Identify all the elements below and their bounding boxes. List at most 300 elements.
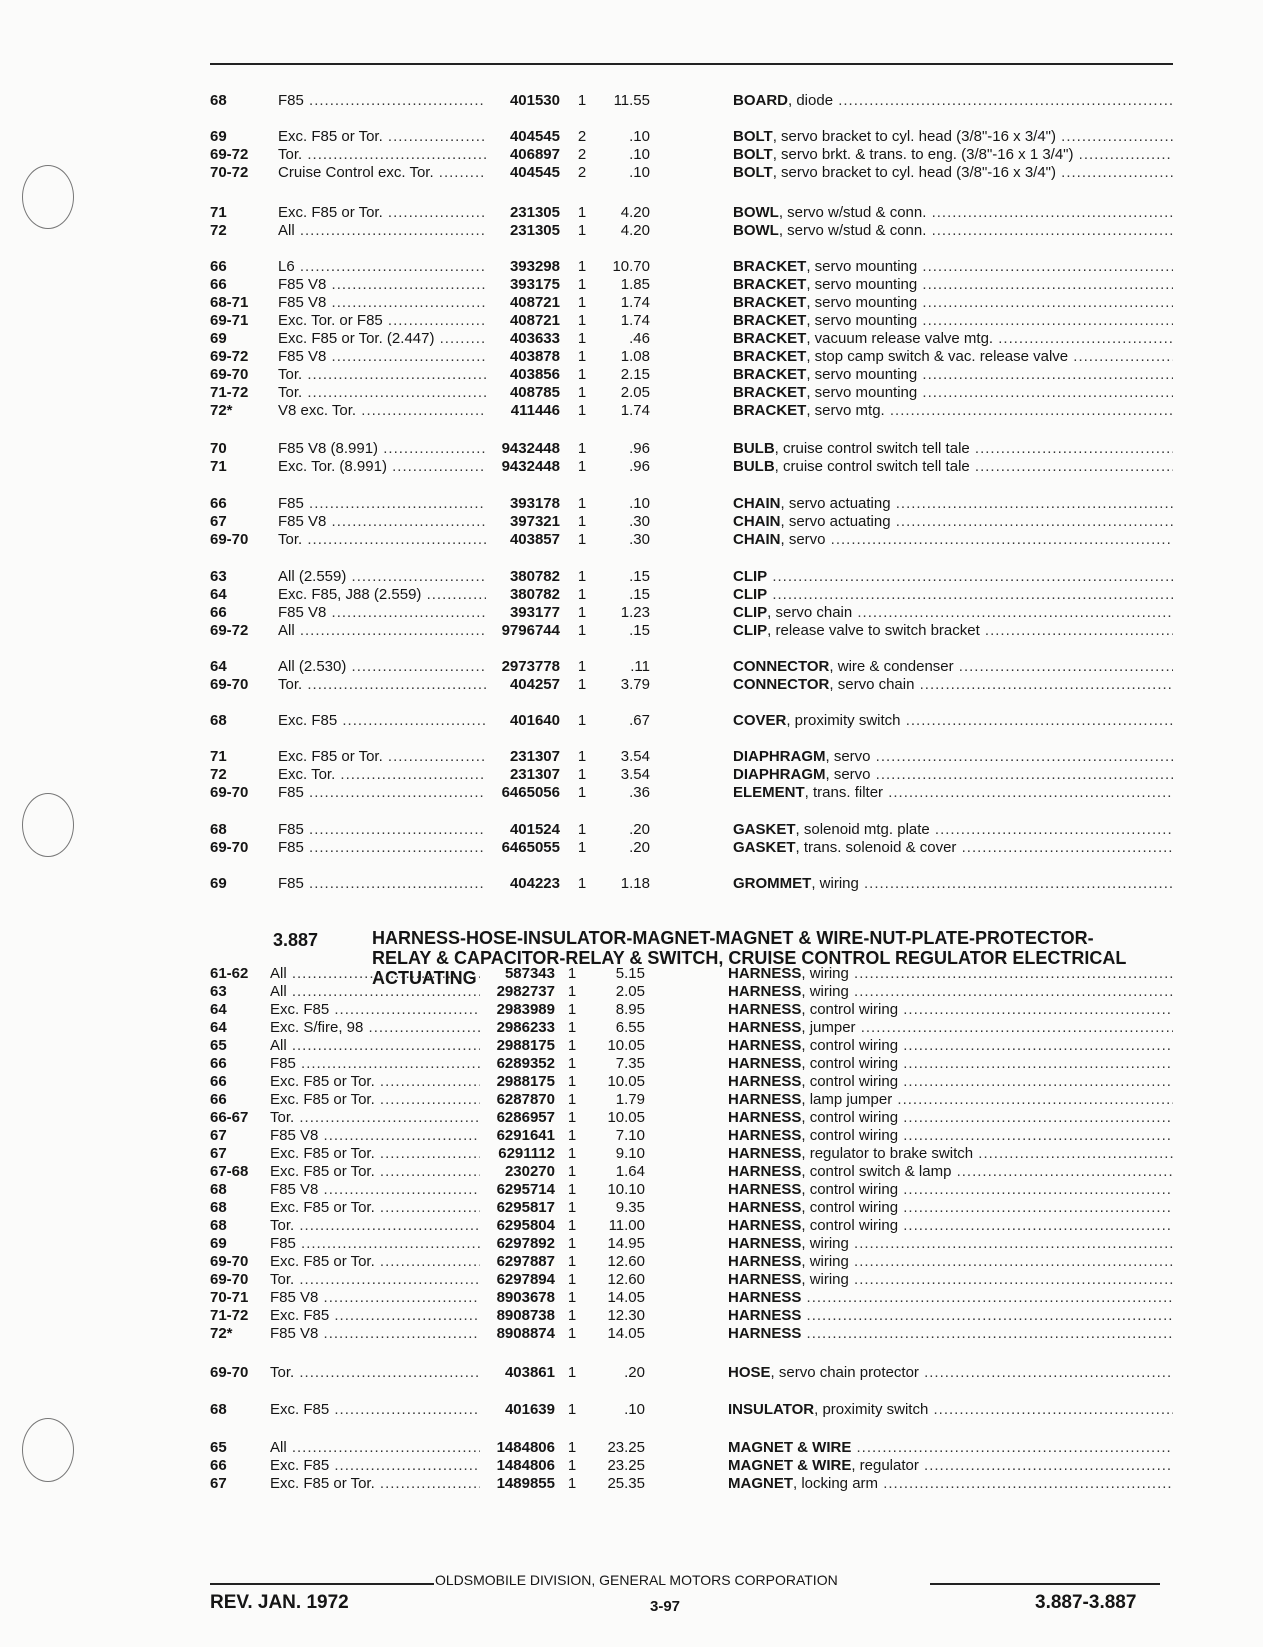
part-row <box>210 1037 1175 1055</box>
part-detail: , trans. solenoid & cover <box>795 839 957 856</box>
part-detail: , servo <box>825 748 871 765</box>
part-name-cell <box>728 1055 1173 1073</box>
part-name-cell <box>733 312 1173 330</box>
part-name: HARNESS <box>728 1307 802 1324</box>
part-row <box>210 495 1175 513</box>
part-number-cell: 2988175 <box>496 1073 555 1090</box>
part-row <box>210 586 1175 604</box>
part-number-cell: 2988175 <box>496 1037 555 1054</box>
part-detail: , servo brkt. & trans. to eng. (3/8"-16 x 1 3/4") <box>772 146 1074 163</box>
part-name-cell <box>728 1439 1173 1457</box>
part-name-cell <box>728 1235 1173 1253</box>
year-cell: 67 <box>210 1475 227 1492</box>
price-cell: 6.55 <box>615 1019 645 1036</box>
price-cell: 10.70 <box>612 258 650 275</box>
part-detail: , regulator to brake switch <box>801 1145 974 1162</box>
year-cell: 64 <box>210 658 227 675</box>
part-number-cell: 380782 <box>509 586 560 603</box>
year-cell: 69-70 <box>210 839 249 856</box>
part-name: BOLT <box>733 146 773 163</box>
quantity-cell: 1 <box>577 839 587 856</box>
part-detail: , lamp jumper <box>801 1091 893 1108</box>
part-name-cell <box>728 1289 1173 1307</box>
price-cell: .46 <box>629 330 650 347</box>
part-number-cell: 8908738 <box>496 1307 555 1324</box>
application-cell: Exc. F85 or Tor. ..... <box>270 1199 480 1217</box>
quantity-cell: 1 <box>567 1325 577 1342</box>
part-number-cell: 6291641 <box>496 1127 555 1144</box>
part-name-cell <box>733 222 1173 240</box>
year-cell: 68 <box>210 1199 227 1216</box>
part-name-cell <box>733 766 1173 784</box>
part-name: BOLT <box>733 128 773 145</box>
application-cell: Exc. F85 ..... <box>278 712 486 730</box>
part-detail: , wiring <box>801 1253 849 1270</box>
year-cell: 65 <box>210 1037 227 1054</box>
part-number-cell: 6289352 <box>496 1055 555 1072</box>
part-name-cell <box>728 1217 1173 1235</box>
application-cell: F85 V8 ..... <box>270 1289 480 1307</box>
part-detail: , control wiring <box>801 1001 899 1018</box>
application-cell: Exc. F85 ..... <box>270 1001 480 1019</box>
top-rule <box>210 63 1173 65</box>
part-number-cell: 9432448 <box>501 440 560 457</box>
part-name: ELEMENT <box>733 784 805 801</box>
part-name: CONNECTOR <box>733 676 830 693</box>
price-cell: 1.64 <box>615 1163 645 1180</box>
part-number-cell: 1484806 <box>496 1439 555 1456</box>
quantity-cell: 1 <box>577 366 587 383</box>
application-cell: Exc. F85 or Tor. ..... <box>270 1253 480 1271</box>
quantity-cell: 1 <box>577 766 587 783</box>
part-name: BOWL <box>733 222 779 239</box>
part-name-cell <box>728 1199 1173 1217</box>
application-cell: Exc. F85 or Tor. ..... <box>270 1145 480 1163</box>
price-cell: 2.05 <box>615 983 645 1000</box>
part-number-cell: 408721 <box>509 312 560 329</box>
part-name: CLIP <box>733 568 768 585</box>
part-detail: , servo chain <box>767 604 853 621</box>
part-number-cell: 404223 <box>509 875 560 892</box>
quantity-cell: 1 <box>577 513 587 530</box>
part-detail: , stop camp switch & vac. release valve <box>806 348 1069 365</box>
quantity-cell: 1 <box>567 983 577 1000</box>
revision-date: REV. JAN. 1972 <box>210 1592 349 1613</box>
price-cell: 12.60 <box>607 1253 645 1270</box>
quantity-cell: 1 <box>567 1289 577 1306</box>
part-name: CLIP <box>733 622 768 639</box>
quantity-cell: 1 <box>567 1364 577 1381</box>
year-cell: 69 <box>210 1235 227 1252</box>
part-name: CHAIN <box>733 513 781 530</box>
part-name: CHAIN <box>733 531 781 548</box>
part-number-cell: 403633 <box>509 330 560 347</box>
application-cell: F85 ..... <box>270 1055 480 1073</box>
application-cell: F85 V8 (8.991) ..... <box>278 440 486 458</box>
part-row <box>210 1289 1175 1307</box>
application-cell: Exc. F85 ..... <box>270 1457 480 1475</box>
part-detail: , servo mounting <box>806 312 918 329</box>
part-detail: , servo actuating <box>780 495 891 512</box>
part-row <box>210 312 1175 330</box>
part-name: BOLT <box>733 164 773 181</box>
price-cell: .67 <box>629 712 650 729</box>
part-name-cell <box>733 622 1173 640</box>
part-name: HARNESS <box>728 1163 802 1180</box>
price-cell: 14.95 <box>607 1235 645 1252</box>
part-row <box>210 821 1175 839</box>
footer-rule-right <box>930 1583 1160 1585</box>
year-cell: 69-71 <box>210 312 249 329</box>
quantity-cell: 1 <box>577 330 587 347</box>
year-cell: 71 <box>210 458 227 475</box>
part-number-cell: 404257 <box>509 676 560 693</box>
part-name: BRACKET <box>733 366 807 383</box>
part-row <box>210 1307 1175 1325</box>
part-row <box>210 1439 1175 1457</box>
part-number-cell: 6286957 <box>496 1109 555 1126</box>
part-name: HARNESS <box>728 965 802 982</box>
price-cell: 4.20 <box>620 204 650 221</box>
section-range: 3.887-3.887 <box>1035 1592 1137 1613</box>
application-cell: Tor. ..... <box>270 1271 480 1289</box>
part-name: CHAIN <box>733 495 781 512</box>
quantity-cell: 1 <box>577 294 587 311</box>
part-name: HARNESS <box>728 1037 802 1054</box>
year-cell: 69-70 <box>210 1364 249 1381</box>
part-name-cell <box>733 712 1173 730</box>
part-detail: , control wiring <box>801 1217 899 1234</box>
part-row <box>210 402 1175 420</box>
quantity-cell: 1 <box>577 276 587 293</box>
part-detail: , servo chain protector <box>770 1364 919 1381</box>
part-name: BRACKET <box>733 402 807 419</box>
part-detail: , wiring <box>801 983 849 1000</box>
part-name: BOWL <box>733 204 779 221</box>
part-name-cell <box>728 1019 1173 1037</box>
part-detail: , servo bracket to cyl. head (3/8"-16 x 3/4") <box>772 128 1056 145</box>
quantity-cell: 1 <box>577 312 587 329</box>
application-cell: Exc. F85 or Tor. ..... <box>270 1073 480 1091</box>
application-cell: Exc. F85 or Tor. ..... <box>270 1163 480 1181</box>
part-number-cell: 231307 <box>509 766 560 783</box>
part-detail: , servo mounting <box>806 294 918 311</box>
quantity-cell: 1 <box>577 258 587 275</box>
part-number-cell: 401524 <box>509 821 560 838</box>
year-cell: 67-68 <box>210 1163 249 1180</box>
quantity-cell: 1 <box>577 658 587 675</box>
year-cell: 69 <box>210 875 227 892</box>
footer-corporation: OLDSMOBILE DIVISION, GENERAL MOTORS CORPORATION <box>435 1572 838 1588</box>
year-cell: 69 <box>210 330 227 347</box>
price-cell: 1.85 <box>620 276 650 293</box>
price-cell: .15 <box>629 622 650 639</box>
quantity-cell: 1 <box>567 1401 577 1418</box>
quantity-cell: 1 <box>567 1037 577 1054</box>
part-row <box>210 164 1175 182</box>
year-cell: 72 <box>210 766 227 783</box>
part-number-cell: 408785 <box>509 384 560 401</box>
part-name-cell <box>733 458 1173 476</box>
part-detail: , wire & condenser <box>829 658 954 675</box>
part-number-cell: 1484806 <box>496 1457 555 1474</box>
part-number-cell: 404545 <box>509 164 560 181</box>
part-name: HARNESS <box>728 1289 802 1306</box>
part-detail: , wiring <box>811 875 859 892</box>
part-detail: , servo mounting <box>806 258 918 275</box>
part-number-cell: 8908874 <box>496 1325 555 1342</box>
part-row <box>210 513 1175 531</box>
part-row <box>210 604 1175 622</box>
quantity-cell: 1 <box>567 1145 577 1162</box>
part-name: HARNESS <box>728 1271 802 1288</box>
part-row <box>210 568 1175 586</box>
quantity-cell: 1 <box>567 1109 577 1126</box>
part-number-cell: 380782 <box>509 568 560 585</box>
part-row <box>210 384 1175 402</box>
price-cell: .20 <box>624 1364 645 1381</box>
quantity-cell: 1 <box>577 384 587 401</box>
price-cell: .30 <box>629 513 650 530</box>
part-name: BRACKET <box>733 294 807 311</box>
quantity-cell: 1 <box>577 568 587 585</box>
quantity-cell: 1 <box>567 1439 577 1456</box>
quantity-cell: 1 <box>577 712 587 729</box>
part-detail: , servo <box>825 766 871 783</box>
price-cell: .11 <box>630 658 650 675</box>
part-name: GASKET <box>733 821 796 838</box>
price-cell: 8.95 <box>615 1001 645 1018</box>
part-detail: , control switch & lamp <box>801 1163 952 1180</box>
application-cell: Exc. Tor. or F85 ..... <box>278 312 486 330</box>
application-cell: Tor. ..... <box>278 366 486 384</box>
part-name-cell <box>728 1325 1173 1343</box>
application-cell: All ..... <box>270 983 480 1001</box>
part-number-cell: 8903678 <box>496 1289 555 1306</box>
part-name: GASKET <box>733 839 796 856</box>
part-name-cell <box>733 348 1173 366</box>
part-detail: , locking arm <box>793 1475 879 1492</box>
quantity-cell: 1 <box>567 1091 577 1108</box>
footer-rule-left <box>210 1583 436 1585</box>
part-name-cell <box>733 513 1173 531</box>
part-number-cell: 231305 <box>509 204 560 221</box>
page-number: 3-97 <box>650 1598 681 1615</box>
part-detail: , wiring <box>801 1271 849 1288</box>
part-detail: , servo w/stud & conn. <box>778 204 927 221</box>
quantity-cell: 1 <box>577 622 587 639</box>
year-cell: 66 <box>210 276 227 293</box>
application-cell: Exc. F85 ..... <box>270 1307 480 1325</box>
application-cell: Tor. ..... <box>270 1109 480 1127</box>
year-cell: 64 <box>210 1001 227 1018</box>
part-detail: , servo mtg. <box>806 402 885 419</box>
year-cell: 67 <box>210 1127 227 1144</box>
part-number-cell: 6295804 <box>496 1217 555 1234</box>
part-name: COVER <box>733 712 787 729</box>
part-number-cell: 6295714 <box>496 1181 555 1198</box>
part-row <box>210 458 1175 476</box>
part-name-cell <box>733 128 1173 146</box>
year-cell: 69-70 <box>210 1253 249 1270</box>
part-number-cell: 411446 <box>510 402 560 419</box>
quantity-cell: 1 <box>567 1271 577 1288</box>
quantity-cell: 1 <box>577 402 587 419</box>
application-cell: F85 V8 ..... <box>278 604 486 622</box>
year-cell: 68 <box>210 92 227 109</box>
application-cell: Exc. F85 or Tor. ..... <box>278 128 486 146</box>
price-cell: 11.55 <box>613 92 650 109</box>
part-name: HARNESS <box>728 1019 802 1036</box>
part-number-cell: 6295817 <box>496 1199 555 1216</box>
price-cell: 1.23 <box>620 604 650 621</box>
application-cell: Exc. F85, J88 (2.559) ..... <box>278 586 486 604</box>
part-detail: , diode <box>788 92 834 109</box>
part-name-cell <box>728 1073 1173 1091</box>
part-name: HARNESS <box>728 1181 802 1198</box>
price-cell: 7.35 <box>615 1055 645 1072</box>
part-name-cell <box>733 784 1173 802</box>
price-cell: 1.74 <box>620 402 650 419</box>
quantity-cell: 1 <box>567 1475 577 1492</box>
part-name-cell <box>733 875 1173 893</box>
part-name-cell <box>728 1001 1173 1019</box>
part-name: HARNESS <box>728 1091 802 1108</box>
part-detail: , release valve to switch bracket <box>767 622 980 639</box>
part-name-cell <box>733 586 1173 604</box>
part-name-cell <box>728 1145 1173 1163</box>
price-cell: .36 <box>629 784 650 801</box>
part-number-cell: 6297894 <box>496 1271 555 1288</box>
part-name: HOSE <box>728 1364 771 1381</box>
price-cell: 23.25 <box>607 1439 645 1456</box>
quantity-cell: 1 <box>567 1253 577 1270</box>
price-cell: 1.74 <box>620 312 650 329</box>
part-number-cell: 403856 <box>509 366 560 383</box>
price-cell: 10.05 <box>607 1073 645 1090</box>
application-cell: Exc. Tor. ..... <box>278 766 486 784</box>
part-detail: , servo mounting <box>806 384 918 401</box>
part-name-cell <box>728 1253 1173 1271</box>
part-name: CLIP <box>733 586 768 603</box>
part-name-cell <box>728 1475 1173 1493</box>
part-row <box>210 712 1175 730</box>
part-name-cell <box>733 658 1173 676</box>
part-row <box>210 1091 1175 1109</box>
year-cell: 71-72 <box>210 384 249 401</box>
part-name: MAGNET <box>728 1475 793 1492</box>
part-name-cell <box>733 748 1173 766</box>
part-name-cell <box>733 92 1173 110</box>
part-number-cell: 230270 <box>504 1163 555 1180</box>
part-detail: , control wiring <box>801 1181 899 1198</box>
part-row <box>210 1127 1175 1145</box>
price-cell: 10.05 <box>607 1109 645 1126</box>
part-number-cell: 6297887 <box>496 1253 555 1270</box>
part-detail: , servo w/stud & conn. <box>778 222 927 239</box>
year-cell: 66 <box>210 604 227 621</box>
part-name: HARNESS <box>728 1253 802 1270</box>
part-number-cell: 401530 <box>509 92 560 109</box>
part-row <box>210 1364 1175 1382</box>
application-cell: Exc. F85 or Tor. ..... <box>270 1475 480 1493</box>
part-number-cell: 403878 <box>509 348 560 365</box>
year-cell: 67 <box>210 1145 227 1162</box>
quantity-cell: 1 <box>577 676 587 693</box>
price-cell: .10 <box>629 146 650 163</box>
year-cell: 66 <box>210 1073 227 1090</box>
part-detail: , control wiring <box>801 1037 899 1054</box>
year-cell: 70-71 <box>210 1289 249 1306</box>
part-name-cell <box>733 821 1173 839</box>
part-row <box>210 1109 1175 1127</box>
application-cell: F85 V8 ..... <box>270 1181 480 1199</box>
application-cell: F85 ..... <box>278 839 486 857</box>
year-cell: 69-70 <box>210 1271 249 1288</box>
year-cell: 69-70 <box>210 676 249 693</box>
year-cell: 64 <box>210 1019 227 1036</box>
part-name-cell <box>733 258 1173 276</box>
part-name-cell <box>733 531 1173 549</box>
year-cell: 68 <box>210 1181 227 1198</box>
quantity-cell: 1 <box>567 1001 577 1018</box>
part-name-cell <box>733 204 1173 222</box>
price-cell: 25.35 <box>607 1475 645 1492</box>
part-row <box>210 128 1175 146</box>
part-row <box>210 146 1175 164</box>
part-number-cell: 406897 <box>509 146 560 163</box>
year-cell: 67 <box>210 513 227 530</box>
price-cell: 2.15 <box>620 366 650 383</box>
binder-hole-middle <box>22 793 74 857</box>
part-number-cell: 2973778 <box>501 658 560 675</box>
part-name: HARNESS <box>728 1199 802 1216</box>
application-cell: All ..... <box>270 965 480 983</box>
price-cell: 9.10 <box>615 1145 645 1162</box>
application-cell: F85 ..... <box>278 875 486 893</box>
price-cell: 7.10 <box>615 1127 645 1144</box>
quantity-cell: 1 <box>577 586 587 603</box>
part-row <box>210 440 1175 458</box>
application-cell: F85 V8 ..... <box>278 513 486 531</box>
part-name-cell <box>728 1127 1173 1145</box>
part-name: DIAPHRAGM <box>733 748 826 765</box>
price-cell: 1.74 <box>620 294 650 311</box>
quantity-cell: 2 <box>577 128 587 145</box>
application-cell: Exc. F85 or Tor. (2.447) ..... <box>278 330 486 348</box>
quantity-cell: 1 <box>577 458 587 475</box>
part-name-cell <box>728 1401 1173 1419</box>
year-cell: 70 <box>210 440 227 457</box>
quantity-cell: 1 <box>567 1181 577 1198</box>
year-cell: 66 <box>210 258 227 275</box>
quantity-cell: 1 <box>577 784 587 801</box>
part-name-cell <box>728 965 1173 983</box>
year-cell: 63 <box>210 983 227 1000</box>
application-cell: Exc. F85 or Tor. ..... <box>278 204 486 222</box>
price-cell: .30 <box>629 531 650 548</box>
year-cell: 69 <box>210 128 227 145</box>
part-row <box>210 1019 1175 1037</box>
part-number-cell: 393177 <box>509 604 560 621</box>
part-row <box>210 1325 1175 1343</box>
part-number-cell: 9432448 <box>501 458 560 475</box>
part-name-cell <box>733 366 1173 384</box>
application-cell: Exc. F85 or Tor. ..... <box>270 1091 480 1109</box>
application-cell: All (2.559) ..... <box>278 568 486 586</box>
part-number-cell: 2982737 <box>496 983 555 1000</box>
quantity-cell: 1 <box>567 965 577 982</box>
